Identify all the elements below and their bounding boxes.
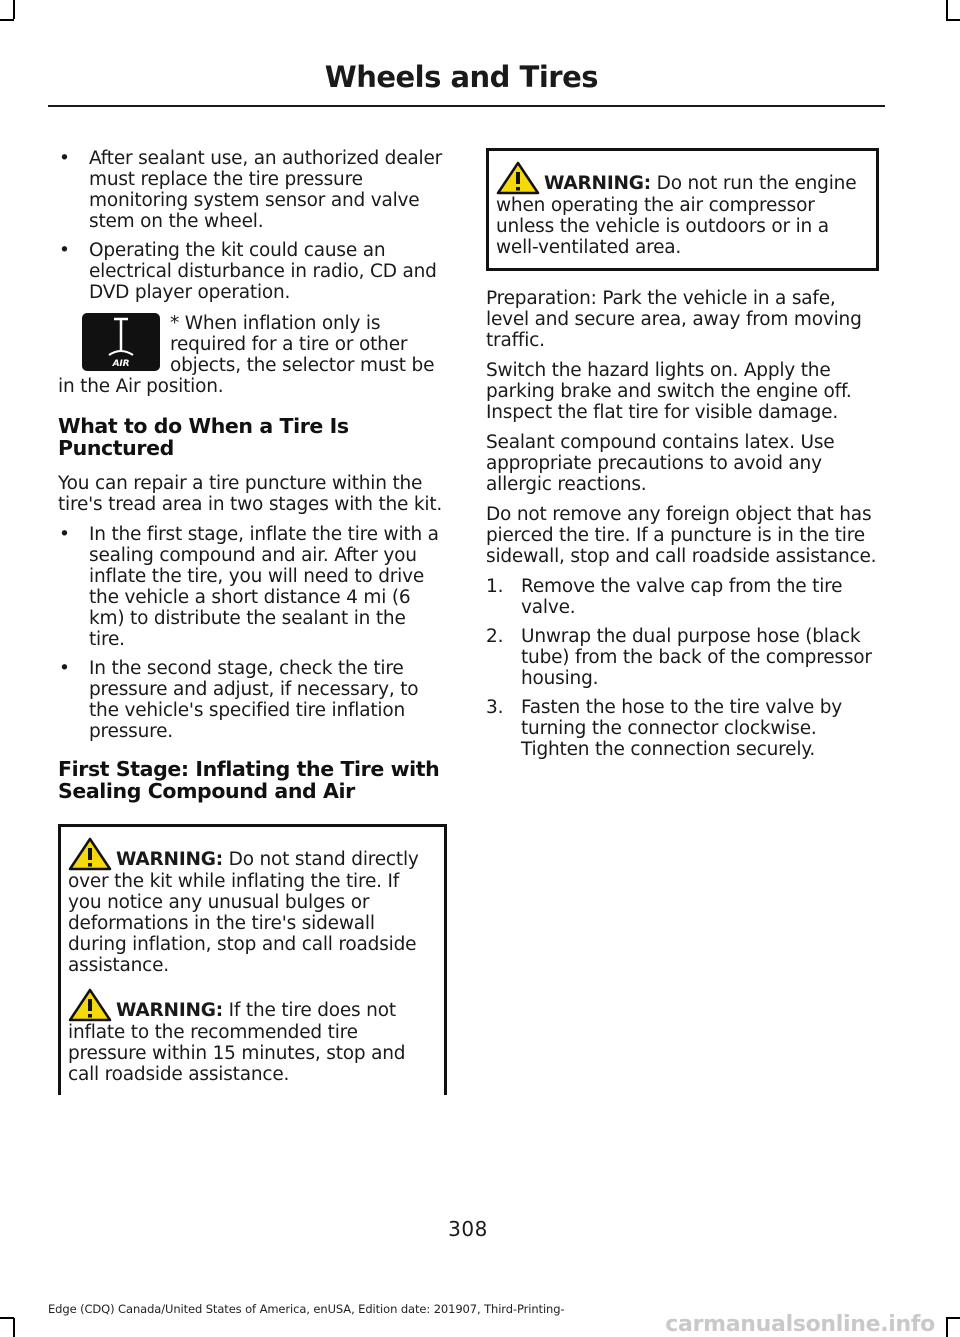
- step-item: [486, 576, 879, 618]
- crop-mark: [946, 19, 960, 21]
- paragraph: Do not remove any foreign object that has pierced the tire. If a puncture is in the tire sidewall, stop and call roadside assistance.: [486, 504, 877, 567]
- air-icon-label: AIR: [112, 359, 130, 369]
- warning-box: [58, 824, 447, 1095]
- crop-mark: [946, 0, 948, 19]
- air-note-text: * When inflation only is required for a tire or other objects, the selector must be in the Air position.: [58, 313, 435, 397]
- right-column: [486, 148, 879, 768]
- page-number: 308: [448, 1217, 488, 1241]
- bullet-item: • In the second stage, check the tire pressure and adjust, if necessary, to the vehicle's specified tire inflation pressure.: [58, 658, 447, 742]
- warning-triangle-icon: [496, 161, 540, 195]
- warning-box: [486, 148, 879, 271]
- step-text: Fasten the hose to the tire valve by turning the connector clockwise. Tighten the connection securely.: [521, 697, 843, 760]
- warning-text: If the tire does not inflate to the recommended tire pressure within 15 minutes, stop and call roadside assistance.: [68, 1000, 406, 1085]
- warning-label: WARNING:: [116, 1000, 223, 1021]
- warning-triangle-icon: [68, 837, 112, 871]
- section-intro: You can repair a tire puncture within the tire's tread area in two stages with the kit.: [58, 473, 443, 515]
- watermark: carmanualsonline.info: [665, 1312, 935, 1337]
- crop-mark: [0, 1317, 14, 1319]
- warning-text: Do not run the engine when operating the air compressor unless the vehicle is outdoors or in a well-ventilated area.: [496, 173, 857, 258]
- header-rule: [48, 105, 885, 107]
- warning-item: [68, 988, 435, 1085]
- bullet-item: • After sealant use, an authorized dealer must replace the tire pressure monitoring system sensor and valve stem on the wheel.: [58, 148, 447, 232]
- warning-item: [68, 837, 435, 976]
- footer-edition: Edge (CDQ) Canada/United States of America, enUSA, Edition date: 201907, Third-Printing-: [48, 1302, 565, 1316]
- crop-mark: [13, 0, 15, 19]
- section-heading: First Stage: Inflating the Tire with Sealing Compound and Air: [58, 757, 440, 803]
- page-title: Wheels and Tires: [324, 60, 598, 94]
- warning-triangle-icon: [68, 988, 112, 1022]
- left-column: [58, 148, 447, 1095]
- crop-mark: [13, 1318, 15, 1337]
- step-number: 3.: [486, 697, 504, 718]
- warning-item: [496, 161, 867, 258]
- step-number: 1.: [486, 576, 504, 597]
- warning-text: Do not stand directly over the kit while inflating the tire. If you notice any unusual bulges or deformations in the tire's sidewall during inflation, stop and call roadside assistance.: [68, 849, 419, 976]
- air-note: [58, 313, 447, 397]
- warning-label: WARNING:: [544, 173, 651, 194]
- step-number: 2.: [486, 626, 504, 647]
- step-item: [486, 626, 879, 689]
- bullet-item: • Operating the kit could cause an electrical disturbance in radio, CD and DVD player operation.: [58, 240, 447, 303]
- step-text: Remove the valve cap from the tire valve.: [521, 576, 843, 618]
- bullet-item: • In the first stage, inflate the tire with a sealing compound and air. After you inflate the tire, you will need to drive the vehicle a short distance 4 mi (6 km) to distribute the sealant in the tire.: [58, 524, 447, 650]
- paragraph: Sealant compound contains latex. Use appropriate precautions to avoid any allergic reactions.: [486, 432, 835, 495]
- step-text: Unwrap the dual purpose hose (black tube) from the back of the compressor housing.: [521, 626, 872, 689]
- paragraph: Switch the hazard lights on. Apply the parking brake and switch the engine off. Inspect the flat tire for visible damage.: [486, 360, 852, 423]
- warning-label: WARNING:: [116, 849, 223, 870]
- air-selector-icon: [82, 313, 160, 371]
- crop-mark: [946, 1318, 948, 1337]
- step-item: [486, 697, 879, 760]
- paragraph: Preparation: Park the vehicle in a safe, level and secure area, away from moving traffic.: [486, 288, 862, 351]
- crop-mark: [0, 19, 14, 21]
- crop-mark: [946, 1317, 960, 1319]
- section-heading: What to do When a Tire Is Punctured: [58, 414, 349, 460]
